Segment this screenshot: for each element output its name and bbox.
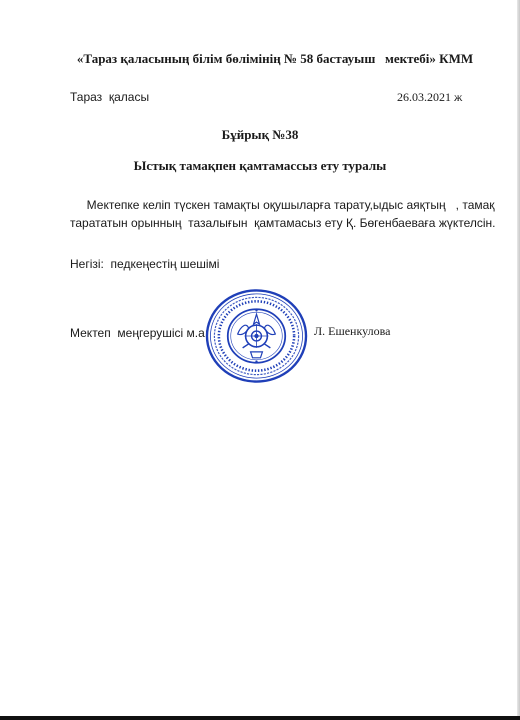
order-number: Бұйрық №38 <box>221 127 299 142</box>
order-body <box>70 196 496 232</box>
scan-edge-bottom <box>0 716 520 720</box>
order-body-line: тарататын орынның тазалығын қамтамасыз ету Қ. Бөгенбаеваға жүктелсін. <box>70 216 496 230</box>
city-label: Тараз қаласы <box>70 90 150 104</box>
document-date: 26.03.2021 ж <box>397 90 463 104</box>
signatory-name: Л. Ешенкулова <box>314 324 391 338</box>
organization-header: «Тараз қаласының білім бөлімінің № 58 бастауыш мектебі» КММ <box>76 51 474 66</box>
order-subject: Ыстық тамақпен қамтамассыз ету туралы <box>133 158 387 173</box>
order-body-line: Мектепке келіп түскен тамақты оқушыларға тарату,ыдыс аяқтың , тамақ <box>70 198 495 212</box>
official-round-seal-icon <box>205 288 308 384</box>
basis-line: Негізі: педкеңестің шешімі <box>70 257 220 271</box>
signatory-role: Мектеп меңгерушісі м.а: <box>70 326 209 340</box>
